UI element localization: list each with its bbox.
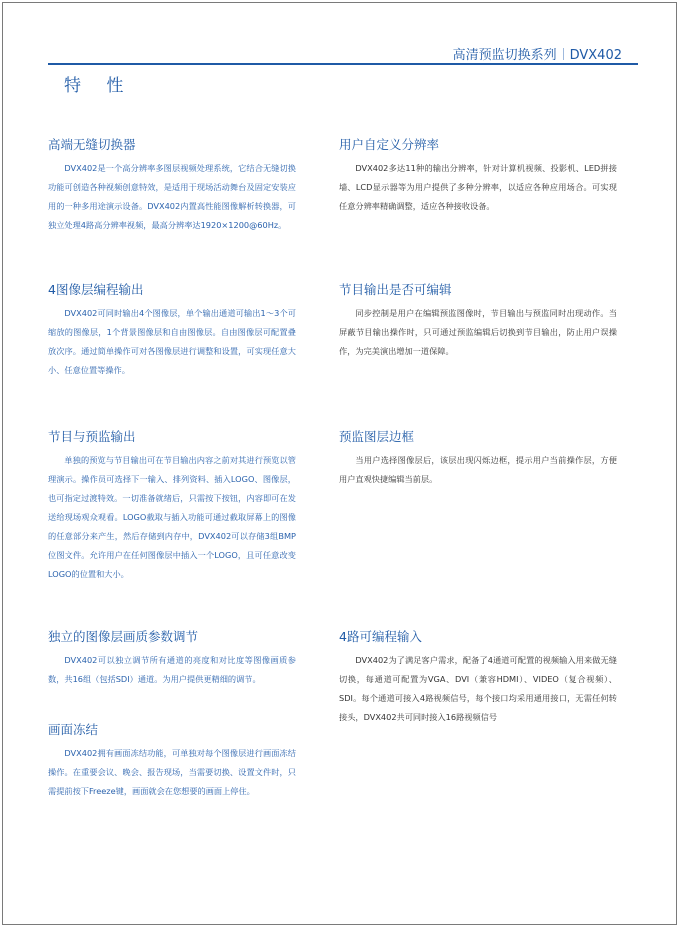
section-body: DVX402可以独立调节所有通道的亮度和对比度等图像画质参数，共16组（包括SDI）通道。为用户提供更精细的调节。 <box>48 655 296 684</box>
section-body: DVX402可同时输出4个图像层，单个输出通道可输出1～3个可缩放的图像层，1个背景图像层和自由图像层。自由图像层可配置叠放次序。通过简单操作可对各图像层进行调整和设置，可实现任意大小、任意位置等操作。 <box>48 308 296 375</box>
section-body: DVX402是一个高分辨率多图层视频处理系统，它结合无缝切换功能可创造各种视频创意特效，是适用于现场活动舞台及固定安装应用的一种多用途演示设备。DVX402内置高性能图像解析转换器，可独立处理4路高分辨率视频，最高分辨率达1920×1200@60Hz。 <box>48 163 296 230</box>
section-title: 高端无缝切换器 <box>48 137 136 152</box>
section-body: 单独的预览与节目输出可在节目输出内容之前对其进行预览以管理演示。操作员可选择下一输入、排列资料、插入LOGO、图像层，也可指定过渡特效。一切准备就绪后，只需按下按钮，内容即可在发送给现场观众观看。LOGO截取与插入功能可通过截取屏幕上的图像的任意部分来产生，然后存储到内存中，DVX402可以存储3组BMP位图文件。允许用户在任何图像层中插入一个LOGO，且可任意改变LOGO的位置和大小。 <box>48 455 296 579</box>
section-programmable-input <box>339 629 617 727</box>
section-title: 画面冻结 <box>48 722 99 737</box>
section-preview-border <box>339 429 617 489</box>
section-body: DVX402多达11种的输出分辨率，针对计算机视频、投影机、LED拼接墙、LCD显示器等为用户提供了多种分辨率，以适应各种应用场合。可实现任意分辨率精确调整，适应各种接收设备。 <box>339 163 617 211</box>
section-body: 当用户选择图像层后，该层出现闪烁边框，提示用户当前操作层，方便用户直观快捷编辑当前层。 <box>339 455 617 484</box>
section-title: 4图像层编程输出 <box>48 282 144 297</box>
section-title: 独立的图像层画质参数调节 <box>48 629 199 644</box>
section-layer-output <box>48 282 296 380</box>
section-custom-resolution <box>339 137 617 216</box>
section-freeze <box>48 722 296 801</box>
header-series: 高清预监切换系列 <box>452 48 557 63</box>
section-body: 同步控制是用户在编辑预监图像时，节目输出与预监同时出现动作。当屏蔽节目输出操作时，只可通过预监编辑后切换到节目输出，防止用户误操作，为完美演出增加一道保障。 <box>339 308 617 356</box>
section-title: 4路可编程输入 <box>339 629 422 644</box>
section-program-edit <box>339 282 617 361</box>
section-title: 节目输出是否可编辑 <box>339 282 452 297</box>
header-rule <box>48 63 638 65</box>
section-title: 预监图层边框 <box>339 429 415 444</box>
section-program-preview <box>48 429 296 584</box>
header-separator <box>563 48 564 60</box>
page-title: 特 性 <box>64 76 134 96</box>
section-seamless-switcher <box>48 137 296 235</box>
section-title: 节目与预监输出 <box>48 429 136 444</box>
section-body: DVX402拥有画面冻结功能，可单独对每个图像层进行画面冻结操作。在重要会议、晚会、报告现场，当需要切换、设置文件时，只需提前按下Freeze键，画面就会在您想要的画面上停住。 <box>48 748 296 796</box>
section-title: 用户自定义分辨率 <box>339 137 440 152</box>
header-model: DVX402 <box>569 48 622 63</box>
section-quality-adjust <box>48 629 296 689</box>
header-title <box>453 44 622 63</box>
section-body: DVX402为了满足客户需求，配备了4通道可配置的视频输入用来做无缝切换，每通道可配置为VGA、DVI（兼容HDMI）、VIDEO（复合视频）、SDI。每个通道可接入4路视频信号，每个接口均采用通用接口，无需任何转接头，DVX402共可同时接入16路视频信号 <box>339 655 617 722</box>
